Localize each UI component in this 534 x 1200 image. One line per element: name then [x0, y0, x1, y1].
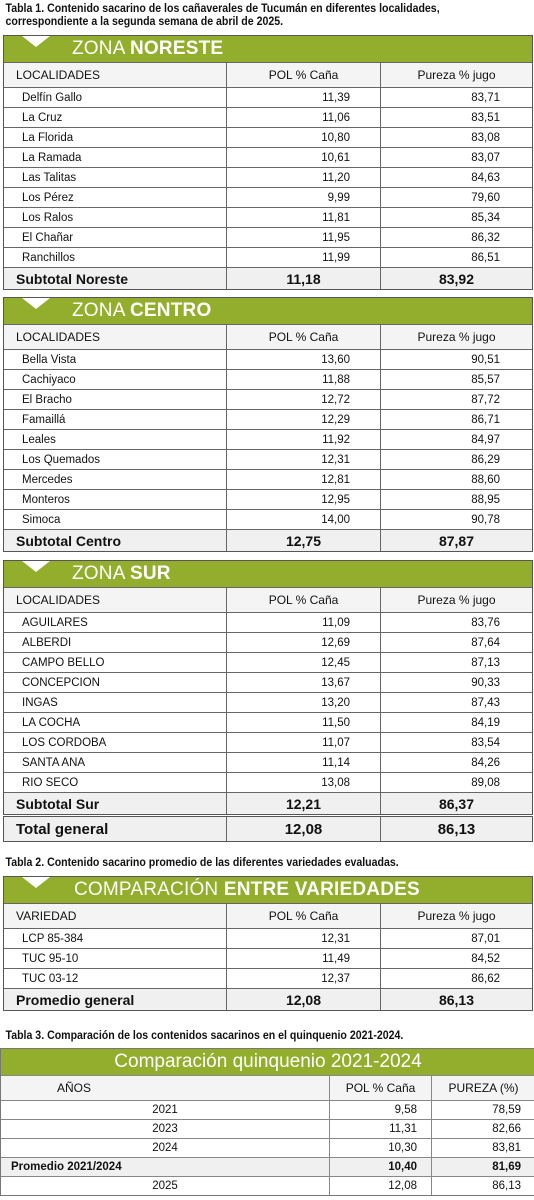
zone-sur-table	[3, 560, 533, 815]
zone-prefix: ZONA	[72, 38, 131, 59]
locality-cell: Ranchillos	[22, 251, 76, 264]
pureza-cell: 79,60	[380, 188, 532, 207]
subtotal-label: Subtotal Centro	[16, 532, 121, 549]
locality-cell: Bella Vista	[22, 353, 77, 366]
pureza-cell: 83,51	[380, 108, 532, 127]
zone-noreste-table	[3, 35, 533, 290]
pureza-cell: 88,60	[380, 470, 532, 489]
table-header-row	[4, 324, 532, 349]
table-row	[4, 127, 532, 147]
pureza-cell: 82,66	[431, 1120, 534, 1138]
pureza-cell: 86,32	[380, 228, 532, 247]
quinquenio-header: Comparación quinquenio 2021-2024	[1, 1049, 534, 1075]
variedades-table	[3, 876, 533, 1011]
promedio-row	[1, 1157, 534, 1176]
pol-cell: 12,08	[329, 1177, 431, 1195]
caption-line: correspondiente a la segunda semana de abril de 2025.	[5, 16, 284, 28]
col-pol: POL % Caña	[226, 325, 380, 349]
pureza-cell: 85,57	[380, 370, 532, 389]
pureza-cell: 85,34	[380, 208, 532, 227]
table-row	[4, 449, 532, 469]
pol-cell: 10,61	[226, 148, 380, 167]
pureza-cell: 86,51	[380, 248, 532, 267]
table-header-row	[4, 62, 532, 87]
pureza-cell: 83,76	[380, 613, 532, 632]
pureza-cell: 87,72	[380, 390, 532, 409]
locality-cell: AGUILARES	[22, 616, 88, 629]
subtotal-label: Subtotal Noreste	[16, 270, 129, 287]
table-row	[4, 712, 532, 732]
pureza-cell: 78,59	[431, 1101, 534, 1119]
locality-cell: Delfín Gallo	[22, 91, 83, 104]
pol-cell: 11,06	[226, 108, 380, 127]
col-variedad: VARIEDAD	[16, 909, 77, 923]
sur-rows	[4, 612, 532, 792]
locality-cell: Monteros	[22, 493, 70, 506]
locality-cell: Cachiyaco	[22, 373, 76, 386]
promedio-pureza: 86,13	[380, 989, 532, 1010]
table-row	[1, 1100, 534, 1119]
noreste-rows	[4, 87, 532, 267]
pureza-cell: 90,33	[380, 673, 532, 692]
col-pol: POL % Caña	[226, 588, 380, 612]
variedades-header	[4, 877, 532, 903]
locality-cell: CAMPO BELLO	[22, 656, 105, 669]
pol-cell: 11,31	[329, 1120, 431, 1138]
col-pol: POL % Caña	[329, 1076, 431, 1100]
zone-noreste-header	[4, 36, 532, 62]
head-bold: ENTRE VARIEDADES	[223, 879, 420, 900]
year-cell: 2024	[152, 1142, 178, 1154]
year-cell: 2021	[152, 1104, 178, 1116]
pol-cell: 11,95	[226, 228, 380, 247]
table-row	[4, 772, 532, 792]
table-row	[4, 167, 532, 187]
subtotal-pureza: 86,37	[380, 793, 532, 814]
pol-cell: 12,95	[226, 490, 380, 509]
pureza-cell: 87,01	[380, 929, 532, 948]
quinquenio-table	[0, 1048, 534, 1196]
pureza-cell: 84,26	[380, 753, 532, 772]
zone-prefix: ZONA	[72, 300, 131, 321]
pol-cell: 12,72	[226, 390, 380, 409]
subtotal-pol: 11,18	[226, 268, 380, 289]
table-row	[4, 409, 532, 429]
subtotal-pureza: 87,87	[380, 530, 532, 551]
table-row	[1, 1138, 534, 1157]
centro-rows	[4, 349, 532, 529]
table-row	[4, 389, 532, 409]
locality-cell: Las Talitas	[22, 171, 77, 184]
table-row	[4, 672, 532, 692]
pol-cell: 9,58	[329, 1101, 431, 1119]
locality-cell: LOS CORDOBA	[22, 736, 107, 749]
locality-cell: El Chañar	[22, 231, 74, 244]
col-localidades: LOCALIDADES	[16, 68, 101, 82]
year-cell: 2025	[152, 1180, 178, 1192]
pol-cell: 11,20	[226, 168, 380, 187]
table-row	[4, 469, 532, 489]
pureza-cell: 87,64	[380, 633, 532, 652]
locality-cell: TUC 95-10	[22, 952, 79, 965]
pol-cell: 12,37	[226, 969, 380, 988]
locality-cell: El Bracho	[22, 393, 72, 406]
table1-caption	[0, 3, 484, 29]
table-row	[4, 692, 532, 712]
col-anios: AÑOS	[57, 1081, 92, 1095]
locality-cell: Los Quemados	[22, 453, 100, 466]
pol-cell: 11,92	[226, 430, 380, 449]
notch-icon	[22, 36, 50, 47]
table-row	[4, 247, 532, 267]
col-pureza: Pureza % jugo	[380, 325, 532, 349]
pureza-cell: 83,54	[380, 733, 532, 752]
notch-icon	[22, 561, 50, 572]
locality-cell: La Cruz	[22, 111, 63, 124]
pureza-cell: 83,71	[380, 88, 532, 107]
table-header-row	[1, 1075, 534, 1100]
table-row	[4, 612, 532, 632]
pureza-cell: 87,13	[380, 653, 532, 672]
table-row	[4, 369, 532, 389]
table-row	[4, 632, 532, 652]
pureza-cell: 83,81	[431, 1139, 534, 1157]
promedio-pureza: 81,69	[431, 1158, 534, 1176]
subtotal-label: Subtotal Sur	[16, 795, 100, 812]
promedio-pol: 10,40	[329, 1158, 431, 1176]
pol-cell: 11,14	[226, 753, 380, 772]
table-row	[4, 349, 532, 369]
table-row	[4, 752, 532, 772]
promedio-row	[4, 988, 532, 1010]
pol-cell: 13,20	[226, 693, 380, 712]
total-label: Total general	[16, 820, 109, 838]
promedio-pol: 12,08	[226, 989, 380, 1010]
variedades-rows	[4, 928, 532, 988]
table-row	[4, 107, 532, 127]
subtotal-row	[4, 267, 532, 289]
table-row	[4, 489, 532, 509]
pol-cell: 13,08	[226, 773, 380, 792]
pol-cell: 12,31	[226, 450, 380, 469]
locality-cell: ALBERDI	[22, 636, 72, 649]
zone-centro-table	[3, 297, 533, 552]
subtotal-pol: 12,21	[226, 793, 380, 814]
zone-prefix: ZONA	[72, 563, 131, 584]
table-row	[4, 227, 532, 247]
pol-cell: 12,31	[226, 929, 380, 948]
col-pureza: Pureza % jugo	[380, 904, 532, 928]
table-row	[4, 968, 532, 988]
head-prefix: COMPARACIÓN	[74, 879, 224, 900]
table-header-row	[4, 903, 532, 928]
locality-cell: INGAS	[22, 696, 58, 709]
promedio-label: Promedio general	[16, 991, 135, 1008]
pol-cell: 14,00	[226, 510, 380, 529]
pol-cell: 10,30	[329, 1139, 431, 1157]
locality-cell: La Florida	[22, 131, 74, 144]
locality-cell: TUC 03-12	[22, 972, 79, 985]
pureza-cell: 86,71	[380, 410, 532, 429]
zone-name: CENTRO	[130, 300, 212, 321]
pol-cell: 12,45	[226, 653, 380, 672]
col-localidades: LOCALIDADES	[16, 593, 101, 607]
zone-sur-header	[4, 561, 532, 587]
col-pol: POL % Caña	[226, 63, 380, 87]
locality-cell: Los Pérez	[22, 191, 74, 204]
year-cell: 2023	[152, 1123, 178, 1135]
zone-name: NORESTE	[130, 38, 224, 59]
locality-cell: Leales	[22, 433, 56, 446]
subtotal-row	[4, 792, 532, 814]
pureza-cell: 88,95	[380, 490, 532, 509]
col-pol: POL % Caña	[226, 904, 380, 928]
col-localidades: LOCALIDADES	[16, 330, 101, 344]
table-row	[4, 652, 532, 672]
table-row	[1, 1119, 534, 1138]
total-general-row	[3, 816, 533, 842]
pol-cell: 11,99	[226, 248, 380, 267]
table-row	[4, 948, 532, 968]
locality-cell: Los Ralos	[22, 211, 74, 224]
pol-cell: 11,81	[226, 208, 380, 227]
subtotal-pureza: 83,92	[380, 268, 532, 289]
table-row	[4, 187, 532, 207]
pureza-cell: 86,29	[380, 450, 532, 469]
pureza-cell: 84,63	[380, 168, 532, 187]
pureza-cell: 86,13	[431, 1177, 534, 1195]
table-row	[4, 147, 532, 167]
quinquenio-rows	[1, 1100, 534, 1157]
pol-cell: 12,81	[226, 470, 380, 489]
table-header-row	[4, 587, 532, 612]
pureza-cell: 89,08	[380, 773, 532, 792]
pol-cell: 11,39	[226, 88, 380, 107]
pol-cell: 13,67	[226, 673, 380, 692]
pureza-cell: 87,43	[380, 693, 532, 712]
locality-cell: LA COCHA	[22, 716, 81, 729]
locality-cell: Mercedes	[22, 473, 73, 486]
locality-cell: RIO SECO	[22, 776, 79, 789]
col-pureza: Pureza % jugo	[380, 588, 532, 612]
table-row	[4, 732, 532, 752]
locality-cell: CONCEPCION	[22, 676, 100, 689]
pureza-cell: 90,78	[380, 510, 532, 529]
notch-icon	[22, 298, 50, 309]
pol-cell: 10,80	[226, 128, 380, 147]
subtotal-pol: 12,75	[226, 530, 380, 551]
pol-cell: 11,49	[226, 949, 380, 968]
locality-cell: Famaillá	[22, 413, 66, 426]
pol-cell: 11,50	[226, 713, 380, 732]
pureza-cell: 84,52	[380, 949, 532, 968]
zone-name: SUR	[130, 563, 171, 584]
caption-line: Tabla 1. Contenido sacarino de los cañaverales de Tucumán en diferentes localidades,	[5, 3, 440, 15]
notch-icon	[22, 877, 50, 888]
pureza-cell: 84,97	[380, 430, 532, 449]
pol-cell: 9,99	[226, 188, 380, 207]
subtotal-row	[4, 529, 532, 551]
pureza-cell: 83,07	[380, 148, 532, 167]
pureza-cell: 83,08	[380, 128, 532, 147]
promedio-label: Promedio 2021/2024	[11, 1161, 122, 1173]
table-row	[1, 1176, 534, 1195]
table-row	[4, 429, 532, 449]
table-row	[4, 87, 532, 107]
pureza-cell: 84,19	[380, 713, 532, 732]
pol-cell: 13,60	[226, 350, 380, 369]
pol-cell: 11,09	[226, 613, 380, 632]
table-row	[4, 509, 532, 529]
table-row	[4, 928, 532, 948]
pureza-cell: 90,51	[380, 350, 532, 369]
zone-centro-header	[4, 298, 532, 324]
locality-cell: La Ramada	[22, 151, 82, 164]
locality-cell: Simoca	[22, 513, 61, 526]
total-pureza: 86,13	[380, 817, 532, 841]
col-pureza: PUREZA (%)	[431, 1076, 534, 1100]
table2-caption: Tabla 2. Contenido sacarino promedio de las diferentes variedades evaluadas.	[5, 857, 399, 869]
pureza-cell: 86,62	[380, 969, 532, 988]
locality-cell: SANTA ANA	[22, 756, 86, 769]
total-pol: 12,08	[226, 817, 380, 841]
pol-cell: 11,88	[226, 370, 380, 389]
pol-cell: 12,69	[226, 633, 380, 652]
locality-cell: LCP 85-384	[22, 932, 84, 945]
pol-cell: 11,07	[226, 733, 380, 752]
table-row	[4, 207, 532, 227]
table3-caption: Tabla 3. Comparación de los contenidos sacarinos en el quinquenio 2021-2024.	[5, 1030, 404, 1042]
col-pureza: Pureza % jugo	[380, 63, 532, 87]
pol-cell: 12,29	[226, 410, 380, 429]
